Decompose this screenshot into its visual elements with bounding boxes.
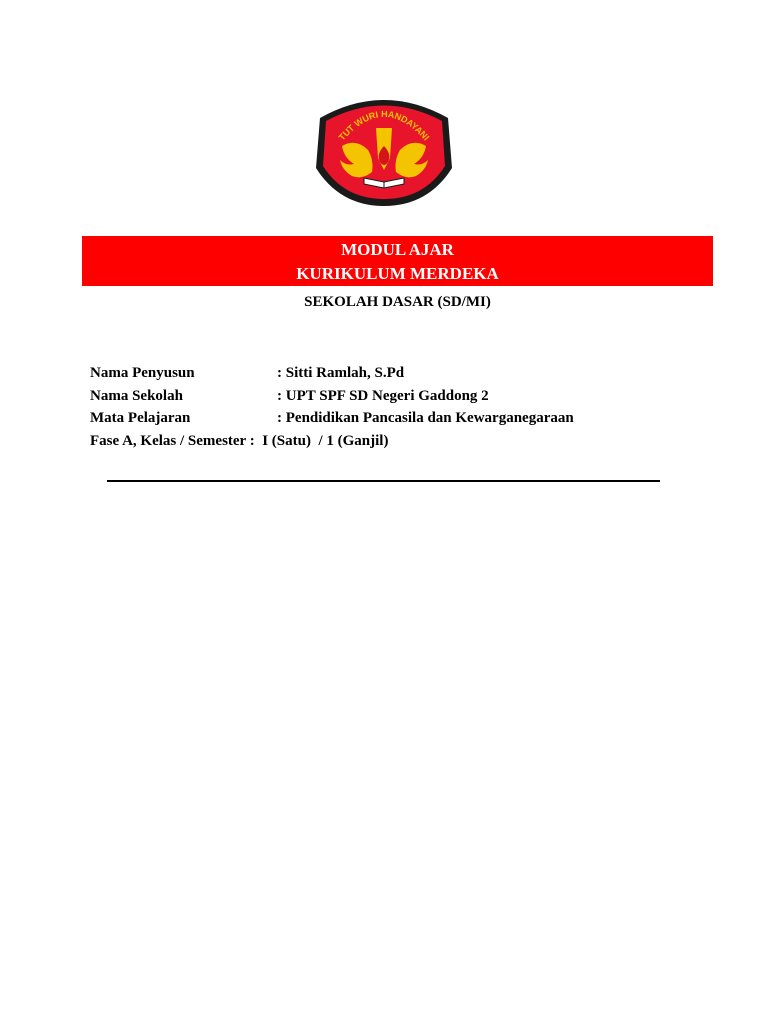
horizontal-divider: [107, 480, 660, 482]
title-banner: [82, 236, 713, 286]
info-row: [90, 386, 489, 409]
info-label: Mata Pelajaran: [90, 410, 191, 427]
info-row: [90, 408, 574, 431]
info-value: : Sitti Ramlah, S.Pd: [277, 365, 405, 381]
info-row: [90, 363, 405, 386]
info-label: Fase A, Kelas / Semester: [90, 433, 246, 450]
banner-title-line1: MODUL AJAR: [341, 240, 454, 259]
info-value: : UPT SPF SD Negeri Gaddong 2: [277, 387, 489, 404]
info-row: [90, 431, 388, 454]
tut-wuri-handayani-emblem-icon: [312, 88, 456, 210]
info-value: : I (Satu) / 1 (Ganjil): [245, 433, 389, 450]
banner-title-line2: KURIKULUM MERDEKA: [296, 264, 499, 283]
info-value: : Pendidikan Pancasila dan Kewarganegaraan: [277, 410, 574, 427]
emblem-arc-text: TUT WURI HANDAYANI: [336, 108, 432, 143]
school-level-subtitle: SEKOLAH DASAR (SD/MI): [304, 294, 491, 310]
info-label: Nama Sekolah: [90, 387, 183, 404]
info-label: Nama Penyusun: [90, 365, 195, 381]
info-table: [90, 363, 574, 454]
